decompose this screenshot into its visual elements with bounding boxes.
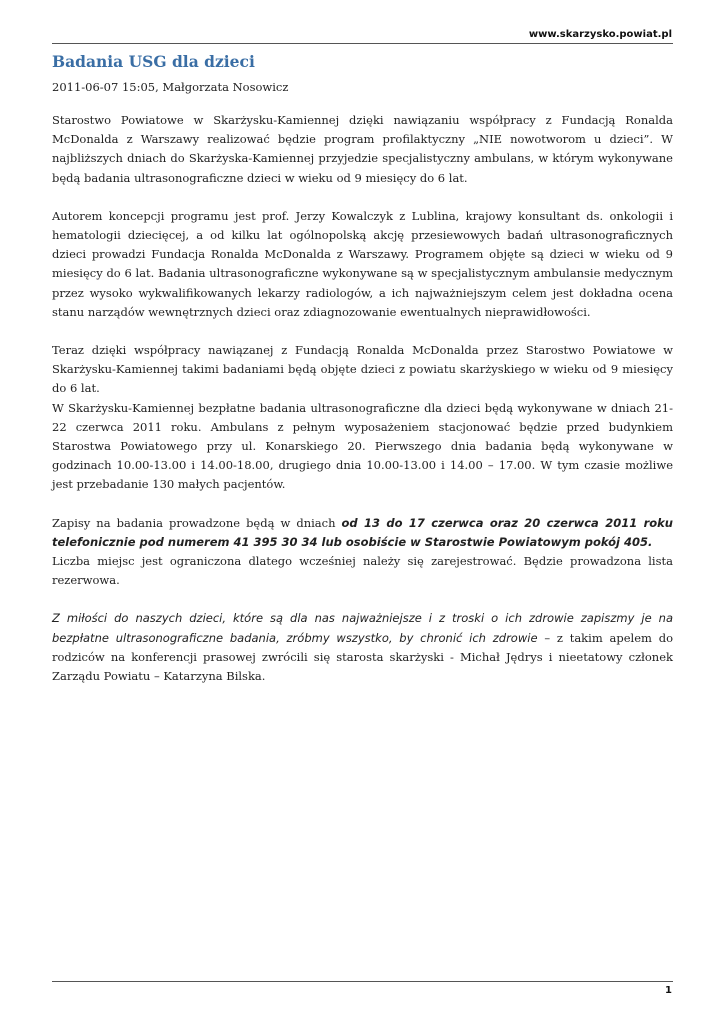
article-body [52, 111, 673, 705]
header-divider [52, 43, 673, 44]
page-number: 1 [665, 985, 672, 996]
paragraph-2: Autorem koncepcji programu jest prof. Jerzy Kowalczyk z Lublina, krajowy konsultant ds. onkologii i hematologii dziecięcej, a od kilku lat ogólnopolską akcję przesiewowych badań ultrasonograficznych dzieci prowadzi Fundacja Ronalda McDonalda z Warszawy. Programem objęte są dzieci w wieku od 9 miesięcy do 6 lat. Badania ultrasonograficzne wykonywane są w specjalistycznym ambulansie medycznym przez wysoko wykwalifikowanych lekarzy radiologów, a ich najważniejszym celem jest dokładna ocena stanu narządów wewnętrznych dzieci oraz zdiagnozowanie ewentualnych nieprawidłowości. [52, 208, 673, 319]
paragraph-3a: Teraz dzięki współpracy nawiązanej z Fundacją Ronalda McDonalda przez Starostwo Powiatowe w Skarżysku-Kamiennej takimi badaniami będą objęte dzieci z powiatu skarżyskiego w wieku od 9 miesięcy do 6 lat. [52, 343, 673, 396]
paragraph-4-tail: Liczba miejsc jest ograniczona dlatego wcześniej należy się zarejestrować. Będzie prowadzona lista rezerwowa. [52, 554, 673, 588]
paragraph-5-rest: – z takim apelem do rodziców na konferencji prasowej zwrócili się starosta skarżyski - Michał Jędrys i nieetatowy członek Zarządu Powiatu – Katarzyna Bilska. [52, 630, 673, 684]
paragraph-3b: W Skarżysku-Kamiennej bezpłatne badania ultrasonograficzne dla dzieci będą wykonywane w dniach 21-22 czerwca 2011 roku. Ambulans z pełnym wyposażeniem stacjonować będzie przed budynkiem Starostwa Powiatowego przy ul. Konarskiego 20. Pierwszego dnia badania będą wykonywane w godzinach 10.00-13.00 i 14.00-18.00, drugiego dnia 10.00-13.00 i 14.00 – 17.00. W tym czasie możliwe jest przebadanie 130 małych pacjentów. [52, 400, 673, 492]
paragraph-4-lead: Zapisy na badania prowadzone będą w dniach [52, 515, 342, 530]
footer-divider [52, 981, 673, 982]
article-meta: 2011-06-07 15:05, Małgorzata Nosowicz [52, 80, 289, 94]
paragraph-4 [52, 514, 673, 591]
paragraph-5 [52, 609, 673, 686]
article-title: Badania USG dla dzieci [52, 52, 255, 71]
paragraph-5-quote: Z miłości do naszych dzieci, które są dla nas najważniejsze i z troski o ich zdrowie zapiszmy je na bezpłatne ultrasonograficzne badania, zróbmy wszystko, by chronić ich zdrowie [52, 611, 673, 645]
paragraph-1: Starostwo Powiatowe w Skarżysku-Kamiennej dzięki nawiązaniu współpracy z Fundacją Ronalda McDonalda z Warszawy realizować będzie program profilaktyczny „NIE nowotworom u dzieci”. W najbliższych dniach do Skarżyska-Kamiennej przyjedzie specjalistyczny ambulans, w którym wykonywane będą badania ultrasonograficzne dzieci w wieku od 9 miesięcy do 6 lat. [52, 113, 673, 185]
paragraph-4-emphasis: od 13 do 17 czerwca oraz 20 czerwca 2011 roku telefonicznie pod numerem 41 395 30 34 lub osobiście w Starostwie Powiatowym pokój 405. [52, 515, 673, 549]
header-url: www.skarzysko.powiat.pl [528, 29, 672, 40]
